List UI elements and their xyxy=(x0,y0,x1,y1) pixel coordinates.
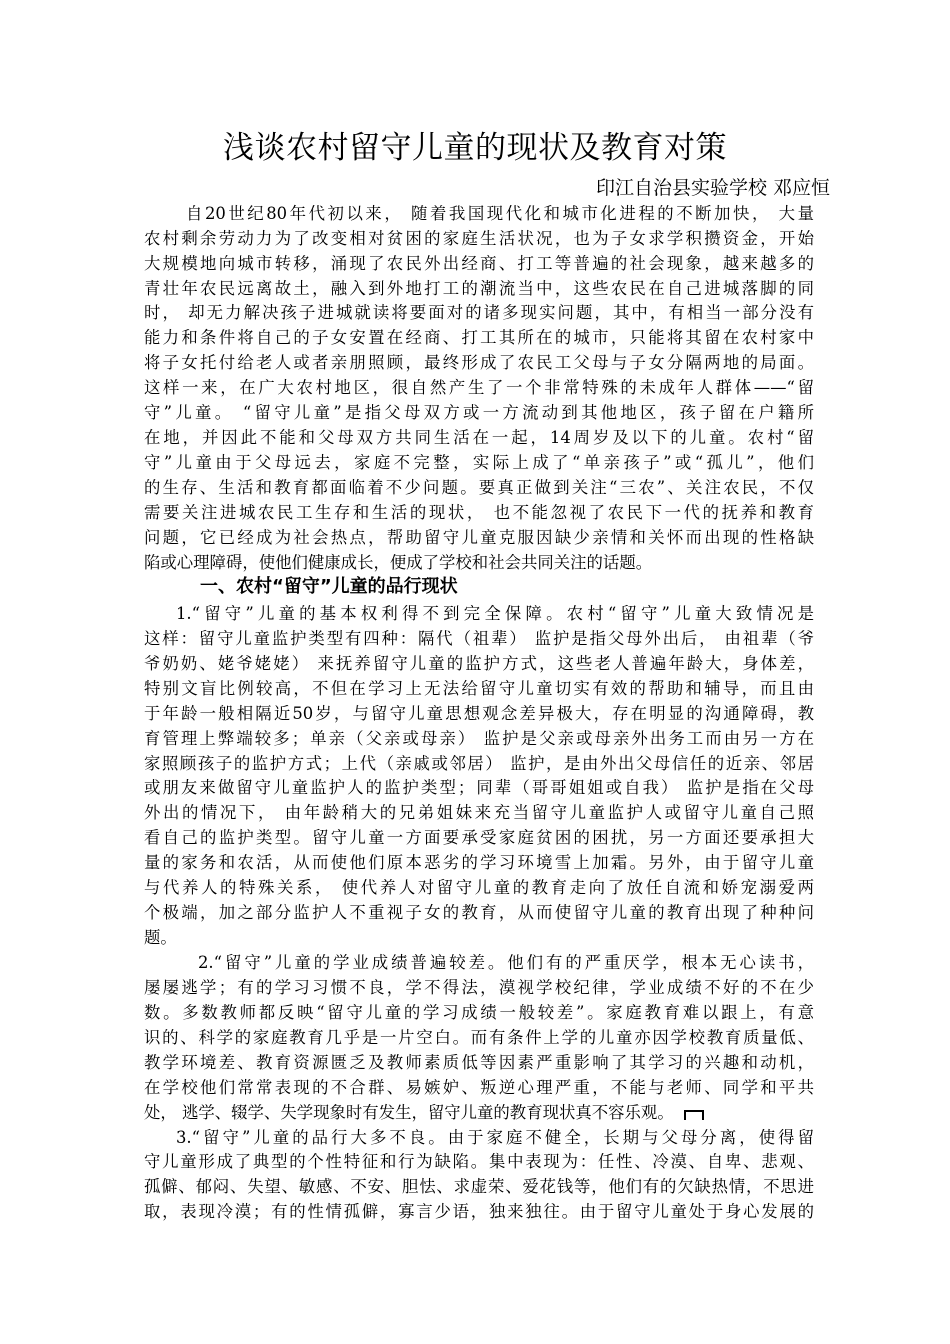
paragraph-line: 或朋友来做留守儿童监护人的监护类型；同辈（哥哥姐姐或自我） 监护是指在父母 xyxy=(144,778,814,797)
paragraph-line: 屡屡逃学；有的学习习惯不良，学不得法，漠视学校纪律，学业成绩不好的不在少 xyxy=(144,978,814,997)
paragraph-line: 这样一来，在广大农村地区，很自然产生了一个非常特殊的未成年人群体——“留 xyxy=(144,378,814,397)
paragraph-line: 数。多数教师都反映“留守儿童的学习成绩一般较差”。家庭教育难以跟上，有意 xyxy=(144,1003,814,1022)
paragraph-line: 量的家务和农活，从而使他们原本恶劣的学习环境雪上加霜。另外，由于留守儿童 xyxy=(144,853,814,872)
paragraph-line: 陷或心理障碍，使他们健康成长，便成了学校和社会共同关注的话题。 xyxy=(144,553,653,572)
paragraph-line: 与代养人的特殊关系， 使代养人对留守儿童的教育走向了放任自流和娇宠溺爱两 xyxy=(144,878,814,897)
paragraph-line: 需要关注进城农民工生存和生活的现状， 也不能忽视了农民下一代的抚养和教育 xyxy=(144,503,814,522)
paragraph-line: 将子女托付给老人或者亲朋照顾，最终形成了农民工父母与子女分隔两地的局面。 xyxy=(144,353,814,372)
paragraph-line: 青壮年农民远离故土，融入到外地打工的潮流当中，这些农民在自己进城落脚的同 xyxy=(144,279,814,298)
paragraph-line: 大规模地向城市转移，涌现了农民外出经商、打工等普遍的社会现象，越来越多的 xyxy=(144,254,814,273)
paragraph-line: 特别文盲比例较高，不但在学习上无法给留守儿童切实有效的帮助和辅导，而且由 xyxy=(144,679,814,698)
paragraph-line xyxy=(144,1100,764,1125)
document-title: 浅谈农村留守儿童的现状及教育对策 xyxy=(223,130,727,166)
paragraph-line: 在地，并因此不能和父母双方共同生活在一起，14周岁及以下的儿童。农村“留 xyxy=(144,428,814,447)
section-heading: 一、农村“留守”儿童的品行现状 xyxy=(200,576,458,597)
paragraph-line: 时， 却无力解决孩子进城就读将要面对的诸多现实问题，其中，有相当一部分没有 xyxy=(144,303,814,322)
paragraph-line: 能力和条件将自己的子女安置在经商、打工其所在的城市，只能将其留在农村家中 xyxy=(144,328,814,347)
paragraph-line: 题。 xyxy=(144,928,177,947)
paragraph-line: 外出的情况下， 由年龄稍大的兄弟姐妹来充当留守儿童监护人或留守儿童自己照 xyxy=(144,803,814,822)
paragraph-line-text: 处， 逃学、辍学、失学现象时有发生，留守儿童的教育现状真不容乐观。 xyxy=(144,1103,674,1122)
paragraph-line: 在学校他们常常表现的不合群、易嫉妒、叛逆心理严重，不能与老师、同学和平共 xyxy=(144,1078,814,1097)
paragraph-line: 农村剩余劳动力为了改变相对贫困的家庭生活状况，也为子女求学积攒资金，开始 xyxy=(144,229,814,248)
paragraph-line: 1.“留守”儿童的基本权利得不到完全保障。农村“留守”儿童大致情况是 xyxy=(176,604,814,623)
paragraph-line: 3.“留守”儿童的品行大多不良。由于家庭不健全，长期与父母分离，使得留 xyxy=(176,1128,814,1147)
paragraph-line: 的生存、生活和教育都面临着不少问题。要真正做到关注“三农”、关注农民，不仅 xyxy=(144,478,814,497)
paragraph-line: 爷奶奶、姥爷姥姥） 来抚养留守儿童的监护方式，这些老人普遍年龄大，身体差， xyxy=(144,654,814,673)
paragraph-line: 守儿童形成了典型的个性特征和行为缺陷。集中表现为：任性、冷漠、自卑、悲观、 xyxy=(144,1152,814,1171)
paragraph-line: 取，表现冷漠；有的性情孤僻，寡言少语，独来独往。由于留守儿童处于身心发展的 xyxy=(144,1202,814,1221)
paragraph-line: 教学环境差、教育资源匮乏及教师素质低等因素严重影响了其学习的兴趣和动机， xyxy=(144,1053,814,1072)
author-line: 印江自治县实验学校 邓应恒 xyxy=(595,177,830,199)
paragraph-line: 识的、科学的家庭教育几乎是一片空白。而有条件上学的儿童亦因学校教育质量低、 xyxy=(144,1028,814,1047)
caret-mark-icon xyxy=(684,1110,704,1120)
paragraph-line: 家照顾孩子的监护方式；上代（亲戚或邻居） 监护，是由外出父母信任的近亲、邻居 xyxy=(144,754,814,773)
paragraph-line: 自20世纪80年代初以来， 随着我国现代化和城市化进程的不断加快， 大量 xyxy=(186,204,814,223)
paragraph-line: 问题，它已经成为社会热点，帮助留守儿童克服因缺少亲情和关怀而出现的性格缺 xyxy=(144,528,814,547)
paragraph-line: 2.“留守”儿童的学业成绩普遍较差。他们有的严重厌学，根本无心读书， xyxy=(198,953,814,972)
paragraph-line: 于年龄一般相隔近50岁，与留守儿童思想观念差异极大，存在明显的沟通障碍，教 xyxy=(144,704,814,723)
paragraph-line: 个极端，加之部分监护人不重视子女的教育，从而使留守儿童的教育出现了种种问 xyxy=(144,903,814,922)
paragraph-line: 守”儿童由于父母远去，家庭不完整，实际上成了“单亲孩子”或“孤儿”，他们 xyxy=(144,453,814,472)
paragraph-line: 守”儿童。 “留守儿童”是指父母双方或一方流动到其他地区，孩子留在户籍所 xyxy=(144,403,814,422)
paragraph-line: 看自己的监护类型。留守儿童一方面要承受家庭贫困的困扰，另一方面还要承担大 xyxy=(144,828,814,847)
paragraph-line: 育管理上弊端较多；单亲（父亲或母亲） 监护是父亲或母亲外出务工而由另一方在 xyxy=(144,729,814,748)
paragraph-line: 这样：留守儿童监护类型有四种：隔代（祖辈） 监护是指父母外出后， 由祖辈（爷 xyxy=(144,629,814,648)
paragraph-line: 孤僻、郁闷、失望、敏感、不安、胆怯、求虚荣、爱花钱等，他们有的欠缺热情，不思进 xyxy=(144,1177,814,1196)
